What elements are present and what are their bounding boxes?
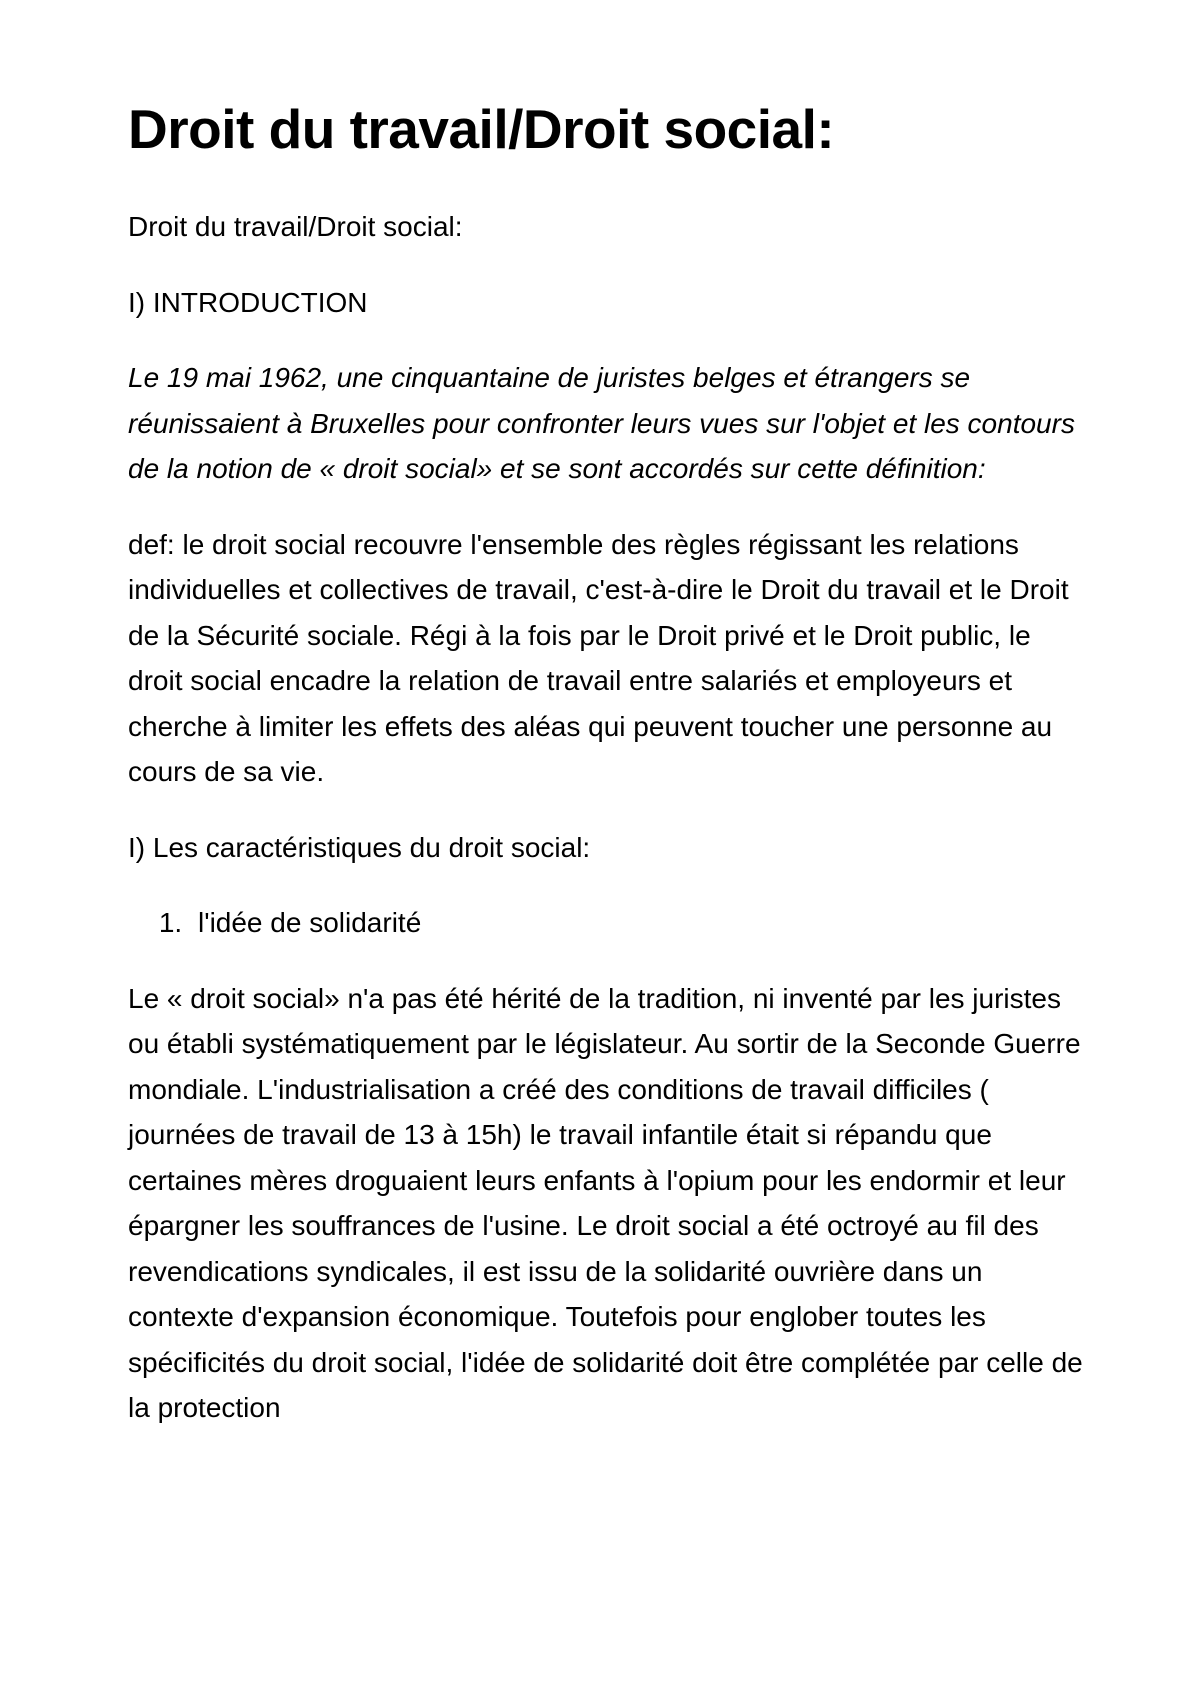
definition-paragraph: def: le droit social recouvre l'ensemble des règles régissant les relations individuelles et collectives de travail, c'est-à-dire le Droit du travail et le Droit de la Sécurité sociale. Régi à la fois par le Droit privé et le Droit public, le droit social encadre la relation de travail entre salariés et employeurs et cherche à limiter les effets des aléas qui peuvent toucher une personne au cours de sa vie. xyxy=(128,528,1069,787)
section-heading-introduction: I) INTRODUCTION xyxy=(128,286,368,318)
list-item: 1. l'idée de solidarité xyxy=(190,900,1088,946)
solidarity-paragraph: Le « droit social» n'a pas été hérité de la tradition, ni inventé par les juristes ou établi systématiquement par le législateur. Au sortir de la Seconde Guerre mondiale. L'industrialisation a créé des conditions de travail difficiles ( journées de travail de 13 à 15h) le travail infantile était si répandu que certaines mères droguaient leurs enfants à l'opium pour les endormir et leur épargner les souffrances de l'usine. Le droit social a été octroyé au fil des revendications syndicales, il est issu de la solidarité ouvrière dans un contexte d'expansion économique. Toutefois pour englober toutes les spécificités du droit social, l'idée de solidarité doit être complétée par celle de la protection xyxy=(128,982,1083,1423)
document-page xyxy=(128,90,1088,1461)
section-heading-characteristics: I) Les caractéristiques du droit social: xyxy=(128,831,591,863)
numbered-list xyxy=(128,900,1088,946)
document-title: Droit du travail/Droit social: xyxy=(128,98,835,160)
document-subtitle: Droit du travail/Droit social: xyxy=(128,211,463,242)
intro-paragraph: Le 19 mai 1962, une cinquantaine de juristes belges et étrangers se réunissaient à Bruxelles pour confronter leurs vues sur l'objet et les contours de la notion de « droit social» et se sont accordés sur cette définition: xyxy=(128,362,1075,484)
